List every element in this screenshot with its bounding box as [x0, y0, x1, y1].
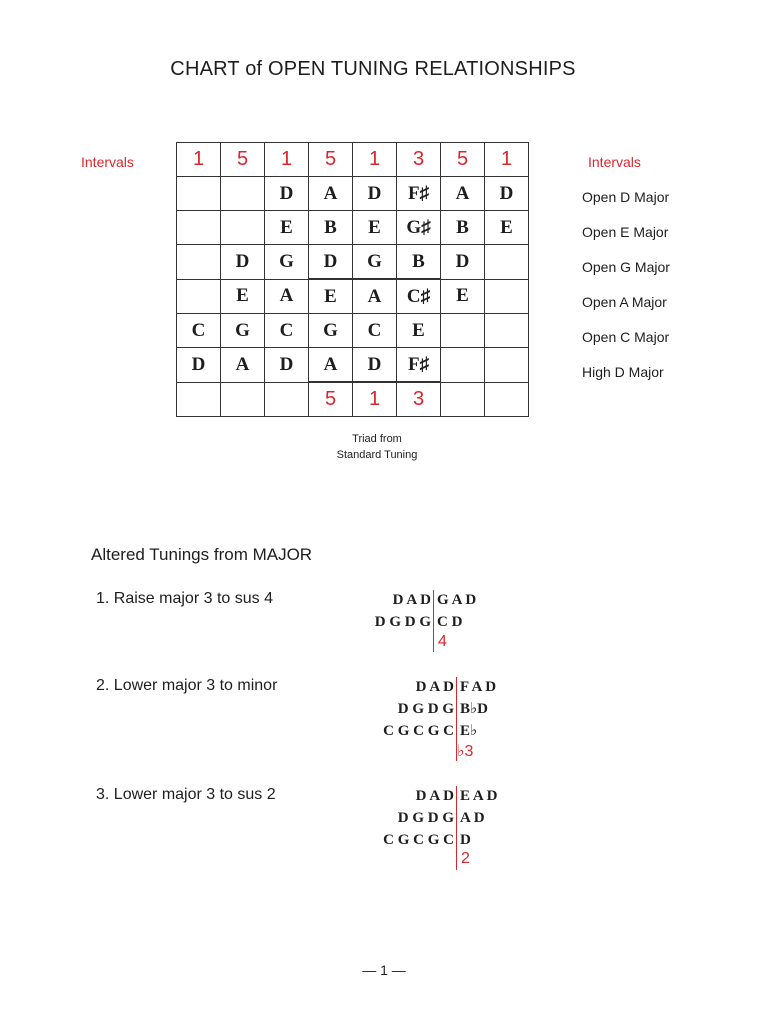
note-cell: C♯	[397, 279, 441, 314]
note-cell: C	[353, 314, 397, 348]
interval-divider	[456, 677, 457, 761]
interval-divider	[456, 786, 457, 870]
note-cell	[441, 348, 485, 383]
note-cell: A	[353, 279, 397, 314]
triad-cell	[441, 382, 485, 417]
triad-cell: 3	[397, 382, 441, 417]
note-cell: D	[177, 348, 221, 383]
alt-notes-right: C D	[437, 614, 463, 630]
note-cell: F♯	[397, 177, 441, 211]
note-cell	[485, 245, 529, 280]
interval-marker: ♭3	[457, 743, 474, 760]
interval-marker: 4	[438, 633, 447, 650]
interval-marker: 2	[461, 850, 470, 867]
alt-notes-right: B♭D	[460, 701, 488, 717]
triad-cell	[485, 382, 529, 417]
interval-divider	[433, 590, 434, 652]
note-cell	[221, 177, 265, 211]
alt-notes-right: A D	[460, 810, 485, 826]
note-cell	[441, 314, 485, 348]
note-cell: E	[485, 211, 529, 245]
interval-row	[177, 143, 529, 177]
note-cell	[485, 279, 529, 314]
note-cell: E	[353, 211, 397, 245]
page-number: — 1 —	[362, 962, 406, 978]
triad-caption	[300, 431, 454, 463]
note-cell	[177, 279, 221, 314]
note-cell: A	[441, 177, 485, 211]
note-cell	[221, 211, 265, 245]
intervals-label-left: Intervals	[81, 154, 134, 170]
note-cell: F♯	[397, 348, 441, 383]
note-cell: G	[309, 314, 353, 348]
note-cell: D	[265, 348, 309, 383]
alt-notes-left: D G D G	[397, 810, 454, 826]
note-cell: B	[309, 211, 353, 245]
altered-item-label: 2. Lower major 3 to minor	[96, 677, 278, 694]
alt-notes-left: D G D G	[397, 701, 454, 717]
alt-notes-right: D	[460, 832, 471, 848]
note-cell	[485, 348, 529, 383]
note-cell: D	[265, 177, 309, 211]
note-cell	[177, 177, 221, 211]
note-cell: A	[265, 279, 309, 314]
interval-cell: 1	[485, 143, 529, 177]
interval-cell: 1	[177, 143, 221, 177]
page-title: CHART of OPEN TUNING RELATIONSHIPS	[170, 58, 576, 80]
tuning-label-open-g: Open G Major	[582, 259, 670, 275]
triad-cell	[265, 382, 309, 417]
tuning-label-open-e: Open E Major	[582, 224, 669, 240]
tuning-row-open-d	[177, 177, 529, 211]
note-cell	[177, 211, 221, 245]
note-cell: A	[221, 348, 265, 383]
note-cell: E	[441, 279, 485, 314]
note-cell	[485, 314, 529, 348]
note-cell: G♯	[397, 211, 441, 245]
note-cell: C	[265, 314, 309, 348]
alt-notes-right: E♭	[460, 723, 478, 739]
interval-cell: 1	[265, 143, 309, 177]
note-cell: A	[309, 177, 353, 211]
alt-notes-left: D G D G	[374, 614, 431, 630]
alt-notes-right: F A D	[460, 679, 497, 695]
alt-notes-left: D A D	[415, 679, 454, 695]
tuning-chart	[176, 142, 529, 417]
note-cell: E	[221, 279, 265, 314]
note-cell: A	[309, 348, 353, 383]
tuning-row-high-d	[177, 348, 529, 383]
note-cell: D	[353, 177, 397, 211]
note-cell: B	[441, 211, 485, 245]
altered-item-label: 1. Raise major 3 to sus 4	[96, 590, 273, 607]
triad-cell: 5	[309, 382, 353, 417]
interval-cell: 5	[441, 143, 485, 177]
triad-cell	[221, 382, 265, 417]
note-cell	[177, 245, 221, 280]
tuning-row-open-g	[177, 245, 529, 280]
caption-line: Triad from	[352, 433, 402, 445]
alt-notes-left: C G C G C	[383, 832, 454, 848]
tuning-label-open-a: Open A Major	[582, 294, 667, 310]
intervals-label-right: Intervals	[588, 154, 641, 170]
note-cell: G	[265, 245, 309, 280]
triad-cell: 1	[353, 382, 397, 417]
altered-section-title: Altered Tunings from MAJOR	[91, 545, 313, 564]
alt-notes-left: D A D	[392, 592, 431, 608]
interval-cell: 5	[309, 143, 353, 177]
note-cell: G	[221, 314, 265, 348]
note-cell: E	[309, 279, 353, 314]
caption-line: Standard Tuning	[336, 449, 418, 461]
tuning-label-high-d: High D Major	[582, 364, 664, 380]
note-cell: D	[485, 177, 529, 211]
note-cell: D	[309, 245, 353, 280]
note-cell: B	[397, 245, 441, 280]
note-cell: D	[441, 245, 485, 280]
triad-row	[177, 382, 529, 417]
note-cell: C	[177, 314, 221, 348]
tuning-row-open-c	[177, 314, 529, 348]
note-cell: E	[397, 314, 441, 348]
interval-cell: 1	[353, 143, 397, 177]
triad-cell	[177, 382, 221, 417]
tuning-row-open-a	[177, 279, 529, 314]
interval-cell: 5	[221, 143, 265, 177]
interval-cell: 3	[397, 143, 441, 177]
tuning-label-open-c: Open C Major	[582, 329, 670, 345]
alt-notes-right: E A D	[460, 788, 498, 804]
tuning-label-open-d: Open D Major	[582, 189, 670, 205]
alt-notes-right: G A D	[437, 592, 477, 608]
note-cell: E	[265, 211, 309, 245]
tuning-row-open-e	[177, 211, 529, 245]
alt-notes-left: C G C G C	[383, 723, 454, 739]
note-cell: G	[353, 245, 397, 280]
note-cell: D	[221, 245, 265, 280]
alt-notes-left: D A D	[415, 788, 454, 804]
note-cell: D	[353, 348, 397, 383]
altered-item-label: 3. Lower major 3 to sus 2	[96, 786, 276, 803]
